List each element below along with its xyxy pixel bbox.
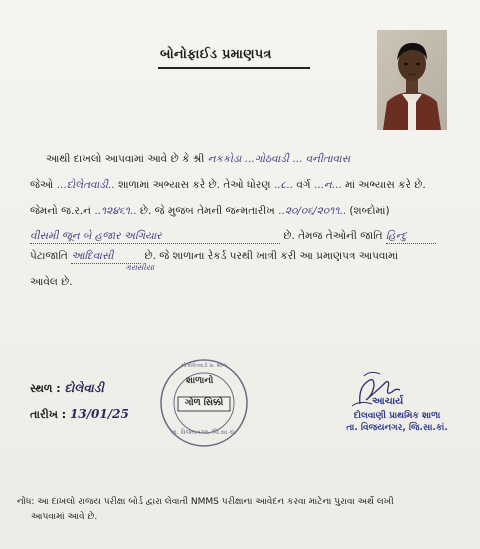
- place-value: દોલેવાડી: [64, 381, 104, 395]
- subcaste-handwritten-note: ગરાસીયા: [125, 263, 155, 272]
- stamp-ring-text: શ્રી દોલેતવાડી પ્રા. શાળા: [180, 363, 228, 369]
- dob-label: છે. જે મુજબ તેમની જન્મતારીખ: [139, 205, 275, 217]
- intro-text: આથી દાખલો આપવામાં આવે છે કે શ્રી: [46, 153, 205, 165]
- record-text: છે. જે શાળાના રેકર્ડ પરથી ખાત્રી કરી આ પ્રમાણપત્ર આપવામાં: [144, 250, 399, 262]
- date-label: તારીખ :: [30, 408, 67, 421]
- note-line-1: નોંધ: આ દાખલો રાજય પરીક્ષા બોર્ડ દ્વારા લેવાતી NMMS પરીક્ષાના આવેદન કરવા માટેના પુરાવા અર્થે લખી: [17, 497, 394, 507]
- body-line-6: [30, 276, 73, 289]
- class-label: વર્ગ: [296, 179, 311, 191]
- school-round-stamp: [158, 357, 250, 449]
- line2-suffix: માં અભ્યાસ કરે છે.: [345, 179, 426, 191]
- dob-value: ..૨૦/૦૬/૨૦૧૧..: [278, 205, 347, 217]
- body-line-5: [30, 250, 398, 264]
- body-line-2: [30, 179, 426, 192]
- body-line-4: [30, 230, 436, 244]
- gr-number: ..૧૨૪૬૧..: [94, 205, 137, 217]
- footnote: [17, 495, 472, 525]
- line2-school-text: શાળામાં અભ્યાસ કરે છે. તેઓ ધોરણ: [117, 179, 271, 191]
- caste-label: છે. તેમજ તેઓની જાતિ: [283, 230, 383, 242]
- standard-value: ..૮..: [273, 179, 293, 191]
- school-stamp-line-1: દોલવાણી પ્રાથમિક શાળા: [353, 411, 441, 421]
- gr-label: જેમનો જ.ર.નં: [30, 205, 91, 217]
- date-value: 13/01/25: [69, 407, 129, 421]
- stamp-bottom-text: તા. વિજયનગર, જિ.સા.કાં.: [171, 429, 237, 436]
- subcaste-value: આદિવાસી: [71, 250, 141, 264]
- caste-value: હિન્દુ: [386, 230, 436, 244]
- stamp-top-text: શાળાનો: [186, 376, 214, 386]
- date-row: [30, 407, 129, 422]
- subcaste-label: પેટાજાતિ: [30, 250, 68, 262]
- school-name-hand: ...દોલેતવાડી..: [56, 179, 115, 191]
- division-value: ...ન...: [313, 179, 342, 191]
- in-words-label: (શબ્દોમાં): [349, 205, 390, 217]
- title-underline: [158, 67, 310, 69]
- principal-title: આચાર્ય: [372, 396, 404, 407]
- dob-in-words: વીસમી જૂન બે હજાર અગિયાર: [30, 230, 280, 244]
- place-label: સ્થળ :: [30, 382, 61, 395]
- line2-prefix: જેઓ: [30, 179, 54, 191]
- closing-text: આવેલ છે.: [30, 276, 73, 288]
- body-line-1: [46, 153, 350, 166]
- body-line-3: [30, 205, 390, 218]
- note-line-2: આપવામાં આવે છે.: [31, 512, 98, 522]
- student-photo: [377, 30, 447, 130]
- student-name: નકકોડા ...ગોઠવાડી ... વનીતાવાસ: [207, 153, 351, 165]
- certificate-title: બોનોફાઈડ પ્રમાણપત્ર: [160, 47, 272, 62]
- school-stamp-line-2: તા. વિજયનગર, જિ.સા.કાં.: [346, 423, 448, 433]
- stamp-center-text: ગોળ સિક્કો: [184, 398, 224, 408]
- principal-school-stamp: [322, 410, 472, 434]
- place-row: [30, 381, 104, 396]
